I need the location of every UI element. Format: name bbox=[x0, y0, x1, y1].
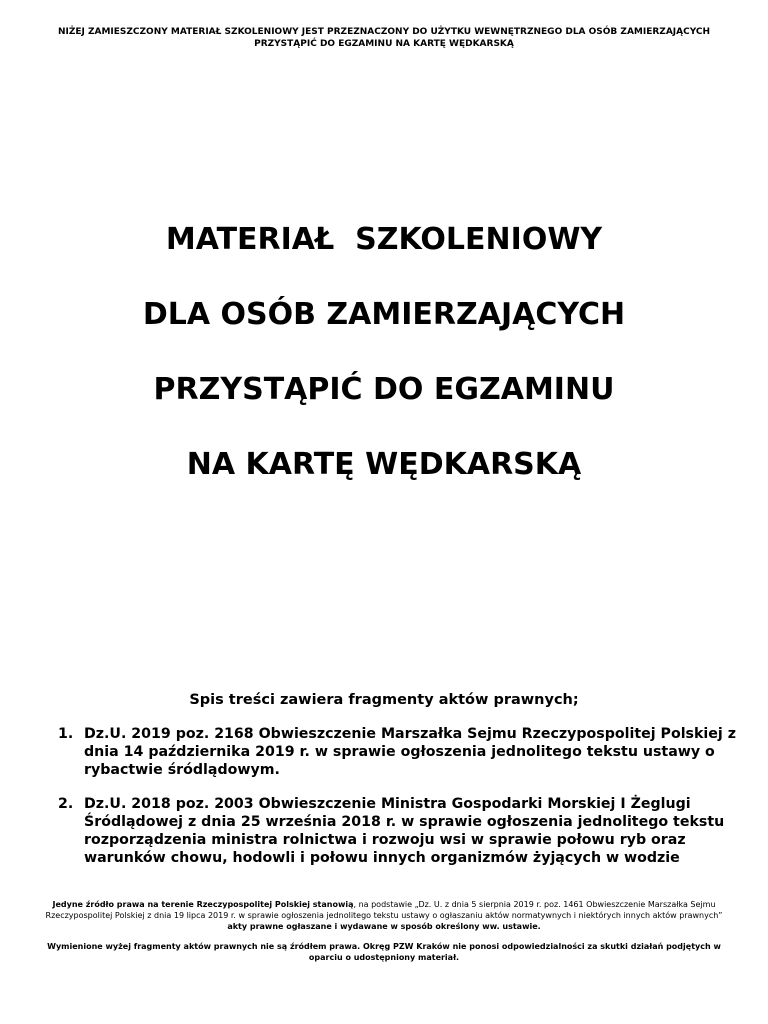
title-line-1: MATERIAŁ SZKOLENIOWY bbox=[165, 222, 603, 257]
title-line-3: PRZYSTĄPIĆ DO EGZAMINU bbox=[153, 372, 615, 407]
toc-item-number: 2. bbox=[58, 796, 74, 812]
toc-item-text: Dz.U. 2019 poz. 2168 Obwieszczenie Marszałka Sejmu Rzeczypospolitej Polskiej z dnia 14 października 2019 r. w sprawie ogłoszenia jednolitego tekstu ustawy o rybactwie śródlądowym. bbox=[84, 726, 736, 778]
toc-item-text: Dz.U. 2018 poz. 2003 Obwieszczenie Ministra Gospodarki Morskiej I Żeglugi Śródlądowej z dnia 25 września 2018 r. w sprawie ogłoszenia jednolitego tekstu rozporządzenia ministra rolnictwa i rozwoju wsi w sprawie połowu ryb oraz warunków chowu, hodowli i połowu innych organizmów żyjących w wodzie bbox=[84, 796, 725, 866]
toc-heading: Spis treści zawiera fragmenty aktów prawnych; bbox=[189, 692, 579, 708]
footer-source-note bbox=[32, 899, 736, 921]
footer-line-2: akty prawne ogłaszane i wydawane w sposób określony ww. ustawie. bbox=[227, 922, 541, 931]
toc-list bbox=[58, 725, 738, 883]
title-line-2: DLA OSÓB ZAMIERZAJĄCYCH bbox=[142, 297, 626, 332]
top-notice: NIŻEJ ZAMIESZCZONY MATERIAŁ SZKOLENIOWY JEST PRZEZNACZONY DO UŻYTKU WEWNĘTRZNEGO DLA OSÓB ZAMIERZAJĄCYCH PRZYSTĄPIĆ DO EGZAMINU NA KARTĘ WĘDKARSKĄ bbox=[57, 27, 711, 49]
footer-lead-regular: , na podstawie „Dz. U. z dnia 5 sierpnia 2019 r. poz. 1461 Obwieszczenie Marszałka Sejmu Rzeczypospolitej Polskiej z dnia 19 lipca 2019 r. w sprawie ogłoszenia jednolitego tekstu ustawy o ogłaszaniu aktów normatywnych i niektórych innych aktów prawnych” bbox=[45, 900, 723, 920]
footer-lead-bold: Jedyne źródło prawa na terenie Rzeczypospolitej Polskiej stanowią bbox=[52, 900, 354, 909]
footer bbox=[32, 899, 736, 963]
toc-item bbox=[58, 725, 738, 779]
footer-disclaimer: Wymienione wyżej fragmenty aktów prawnych nie są źródłem prawa. Okręg PZW Kraków nie ponosi odpowiedzialności za skutki działań podjętych w oparciu o udostępniony materiał. bbox=[47, 942, 721, 962]
title-line-4: NA KARTĘ WĘDKARSKĄ bbox=[186, 447, 582, 482]
toc-item-number: 1. bbox=[58, 726, 74, 742]
toc-item bbox=[58, 795, 738, 867]
